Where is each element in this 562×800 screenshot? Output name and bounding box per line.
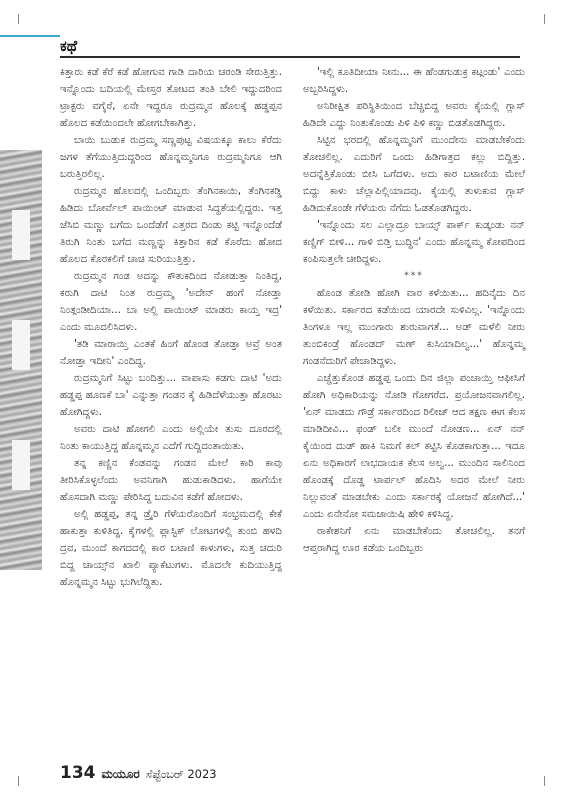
paragraph: ಬಾಯಿ ಬುಡುಕ ರುದ್ರಮ್ಮ ಸಣ್ಣಪುಟ್ಟ ವಿಷಯಕ್ಕೂ ಕಾಲು ಕೆರೆದು ಜಗಳ ತೆಗೆಯುತ್ತಿದುದ್ದರಿಂದ ಹೊನ್ನಮ್ಮನಿಗೂ ರುದ್ರಮ್ಮನಿಗೂ ಆಗಿ ಬರುತ್ತಿರಲಿಲ್ಲ. — [60, 135, 282, 180]
paragraph: ರುದ್ರಮ್ಮನಿಗೆ ಸಿಟ್ಟು ಬಂದಿತ್ತು... ವಾಪಾಸು ಕಡಗು ದಾಟಿ 'ಅದು ಹಡ್ಡಪ್ಪ ಹೂಣಕೆ ಬಾ' ಎನ್ನುತ್ತಾ ಗಂಡನ ಕೈ ಹಿಡಿದೆಳೆಯುತ್ತಾ ಹೊರಟು ಹೋಗಿದ್ದಳು. — [60, 373, 282, 418]
paragraph: ರಾಕೇಶನಿಗೆ ಏನು ಮಾಡಬೇಕೆಂದು ತೋಚಲಿಲ್ಲ. ತನಗೆ ಆಪ್ತರಾಗಿದ್ದ ಊರ ಕಡೆಯ ಒಂದಿಬ್ಬರು — [303, 526, 525, 554]
crop-mark-bottom-right — [544, 776, 545, 786]
road-marking — [12, 210, 30, 260]
road-marking — [12, 440, 30, 490]
paragraph: ಕಿತ್ತಾರು ಕಡೆ ಕೆರೆ ಕಡೆ ಹೋಗುವ ಗಾಡಿ ದಾರಿಯ ಚರಂಡಿ ಸೇರುತ್ತಿತ್ತು. ಇನ್ನೊಂದು ಬದಿಯಲ್ಲಿ ಮೇಸ್ತರ ತೋಟದ ತಂತಿ ಬೇಲಿ ಇದ್ದುದರಿಂದ ಟ್ರಾಕ್ಟರು ವಗೈರೆ, ಏನೇ ಇದ್ದರೂ ರುದ್ರಮ್ಮನ ಹೊಲಕ್ಕೆ ಹಡ್ಡಪ್ಪನ ಹೊಲದ ಕಡೆಯಿಂದಲೇ ಹೋಗಬೇಕಾಗಿತ್ತು. — [60, 67, 282, 129]
section-title: ಕಥೆ — [60, 37, 78, 55]
header-rule — [60, 56, 520, 58]
road-marking — [12, 320, 30, 370]
paragraph: ರುದ್ರಮ್ಮನ ಹೊಲದಲ್ಲಿ ಒಂದಿಬ್ಬರು ತೆಂಗಿನಕಾಯಿ, ತೆಂಗಿನಕಡ್ಡಿ ಹಿಡಿದು ಬೋರ್ವೆಲ್ ಪಾಯಿಂಟ್ ಮಾಡುವ ಸಿದ್ಧತೆಯಲ್ಲಿದ್ದರು. ಇತ್ತ ಜೆಸಿಬಿ ಮಣ್ಣು ಬಗೆದು ಒಂದೆಡೆಗೆ ಎತ್ತರದ ದಿಂಡು ಕಟ್ಟಿ ಇನ್ನೊಂದೆಡೆ ತಿರುಗಿ ನಿಂತು ಬಗೆದ ಮಣ್ಣನ್ನು ಕಿತ್ತಾರಿನ ಕಡೆ ಕೊರೆದು ಹೋದ ಹೊಲದ ಕೊರಕಲಿಗೆ ಚಾಚಿ ಸುರಿಯುತ್ತಿತ್ತು. — [60, 186, 282, 265]
paragraph: 'ತಡಿ ಮಾರಾಯ್ತಿ ಎಂತಕೆ ಹಿಂಗೆ ಹೊಂಡ ತೋಡ್ತಾ ಅವ್ರೆ ಅಂತ ನೋಡ್ತಾ ಇದೀನಿ' ಎಂದಿದ್ದ. — [60, 339, 282, 367]
paragraph: ಹೊಂಡ ತೋಡಿ ಹೋಗಿ ವಾರ ಕಳೆಯಿತು... ಹದಿನೈದು ದಿನ ಕಳೆಯಿತು. ಸರ್ಕಾರದ ಕಡೆಯಿಂದ ಯಾರದೇ ಸುಳಿವಿಲ್ಲ. 'ಇನ್ನೊಂದು ತಿಂಗಳೂ ಇಲ್ಲ ಮುಂಗಾರು ಶುರುವಾಗತೆ... ಅಡ್ ಮಳೆಲಿ ನೀರು ತುಂಬಿಕಂಡ್ರೆ ಹೊಂಡದ್ ಮಣ್ ಕುಸಿಯಾದಿಲ್ವ...' ಹೊನ್ನಮ್ಮ ಗಂಡನೆದುರಿಗೆ ಪೇಚಾಡಿದ್ದಳು. — [303, 288, 525, 367]
side-photo-strip — [0, 150, 42, 570]
crop-mark-top-right — [544, 14, 545, 24]
crop-mark-top-left — [18, 14, 19, 24]
paragraph: ಅಲ್ಲಿ ಹಡ್ಡಪ್ಪ, ತನ್ನ ಡ್ರೈರಿ ಗೆಳೆಯರೊಂದಿಗೆ ಸಂಭ್ರಮದಲ್ಲಿ ಕೇಕೆ ಹಾಕುತ್ತಾ ಕುಳಿತಿದ್ದ. ಕೈಗಳಲ್ಲಿ ಪ್ಲಾಸ್ಟಿಕ್ ಲೋಟಗಳಲ್ಲಿ ತುಂಬಿ ಹಳದಿ ದ್ರವ, ಮುಂದೆ ಕಾಗದದಲ್ಲಿ ಕಾರ ಬಟಾಣಿ ಕಾಳುಗಳು, ಸುತ್ತ ಚದುರಿ ಬಿದ್ದ ಚಾಯ್ಸ್‌ನ ಖಾಲಿ ಪ್ಯಾಕೆಟುಗಳು. ಮೊದಲೇ ಕುದಿಯುತ್ತಿದ್ದ ಹೊನ್ನಮ್ಮನ ಸಿಟ್ಟು ಭುಗಿಲೆದ್ದಿತು. — [60, 509, 282, 588]
issue-date: ಸೆಪ್ಟೆಂಬರ್ 2023 — [145, 767, 217, 781]
magazine-logo: ಮಯೂರ — [101, 767, 140, 781]
page-number: 134 — [60, 763, 96, 783]
crop-mark-bottom-left — [18, 776, 19, 786]
paragraph: ಎಚ್ಚೆತ್ತುಕೊಂಡ ಹಡ್ಡಪ್ಪ ಒಂದು ದಿನ ಜಿಲ್ಲಾ ಪಂಚಾಯ್ತಿ ಆಫೀಸಿಗೆ ಹೋಗಿ ಅಧಿಕಾರಿಯನ್ನು ನೋಡಿ ಗೋಗರೆದ. ಪ್ರಯೋಜನವಾಗಲಿಲ್ಲ. 'ಏನ್ ಮಾಡದು ಗೌಡ್ರೆ ಸರ್ಕಾರದಿಂದ ರಿಲೀಜ್ ಆದ ತಕ್ಷಣ ಈಗ ಕೆಲಸ ಮಾಡಿದೀವಿ... ಫಂಡ್ ಬಲೀ ಮುಂದೆ ನೋಡಣ... ಏನ್ ನನ್ ಕೈಯಿಂದ ದುಡ್ ಹಾಕಿ ನಿಮಗೆ ಕಲ್ ಕಟ್ಟಿಸಿ ಕೊಡಕಾಗುತ್ತಾ... ಇದೂ ಏನು ಅಧಿಕಾರಗೆ ಲಾಭದಾಯಕ ಕೆಲಸ ಅಲ್ವ... ಮುಂದಿನ ಸಾಲಿನಿಂದ ಹೊಂಡಕ್ಕೆ ದೊಡ್ಡ ಟಾರ್ಪಲ್ ಹೊದಿಸಿ ಅದರ ಮೇಲೆ ನೀರು ನಿಲ್ಲುವಂತೆ ಮಾಡಬೇಕು ಎಂದು ಸರ್ಕಾರಕ್ಕೆ ಯೋಜನೆ ಹೋಗಿದೆ...' ಎಂದು ಏನೇನೋ ಸಮಜಾಯಿಷಿ ಹೇಳಿ ಕಳಿಸಿದ್ದ. — [303, 373, 525, 520]
paragraph: ರುದ್ರಮ್ಮನ ಗಂಡ ಅದನ್ನು ಕೌತುಕದಿಂದ ನೋಡುತ್ತಾ ನಿಂತಿದ್ದ, ಕರುಗಿ ದಾಟಿ ನಿಂತ ರುದ್ರಮ್ಮ 'ಅದೇನ್ ಹಂಗೆ ನೋಡ್ತಾ ನಿಂತ್ಗಂಡೀದಿಯಾ... ಬಾ ಅಲ್ಲಿ ಪಾಯಿಂಟ್ ಮಾಡರು ಕಾಯ್ತ ಇದ್ರ' ಎಂದು ಮೂದಲಿಸಿದಳು. — [60, 271, 282, 333]
story-column-right — [303, 64, 525, 557]
paragraph: ಅನಿರೀಕ್ಷಿತ ಪರಿಸ್ಥಿತಿಯಿಂದ ಬೆಚ್ಚಿಬಿದ್ದ ಅವರು ಕೈಯಲ್ಲಿ ಗ್ಲಾಸ್ ಹಿಡಿದೇ ಎದ್ದು ನಿಂತುಕೊಂಡು ಪಿಳಿ ಪಿಳಿ ಕಣ್ಣು ಬಿಡತೊಡಗಿದ್ದರು. — [303, 101, 525, 129]
story-column-left — [60, 64, 282, 591]
paragraph: ಅವರು ದಾಟಿ ಹೋಗಲಿ ಎಂದು ಅಲ್ಲಿಯೇ ತುಸು ದೂರದಲ್ಲಿ ನಿಂತು ಕಾಯುತ್ತಿದ್ದ ಹೊನ್ನಮ್ಮನ ಎದೆಗೆ ಗುದ್ದಿದಂತಾಯಿತು. — [60, 424, 282, 452]
paragraph: 'ಇಲ್ಲಿ ಕೂತಿದೀಯಾ ನೀನು... ಈ ಹೆಂಡಗುಡುಕ್ರ ಕಟ್ಗಂಡು' ಎಂದು ಅಬ್ಬರಿಸಿದ್ದಳು. — [303, 67, 525, 95]
page-footer — [60, 763, 217, 783]
paragraph: 'ಇನ್ನೊಂದು ಸಲ ಎಲ್ಲಾದ್ರೂ ಬಾಯ್ಸ್ ಪಾರ್ಕ್ ಕುಡ್ಕಂಡು ನನ್ ಕಣ್ಣಿಗ್ ಬೀಳಿ... ಗಾಳಿ ಬಿಡ್ತಿ ಬುದ್ಧಿನ' ಎಂದು ಹೊನ್ನಮ್ಮ ಕೋಪದಿಂದ ಕಂಪಿಸುತ್ತಲೇ ಚೀರಿದ್ದಳು. — [303, 220, 525, 265]
section-break: *** — [404, 271, 424, 281]
paragraph: ಸಿಟ್ಟಿನ ಭರದಲ್ಲಿ ಹೊನ್ನಮ್ಮನಿಗೆ ಮುಂದೇನು ಮಾಡಬೇಕೆಂದು ತೋಚಲಿಲ್ಲ. ಎದುರಿಗೆ ಒಂದು ಹಿಡಿಗಾತ್ರದ ಕಲ್ಲು ಬಿದ್ದಿತ್ತು. ಅದನ್ನೆತ್ತಿಕೊಂಡು ಬೀಸಿ ಒಗೆದಳು. ಅದು ಕಾರ ಬಟಾಣಿಯ ಮೇಲೆ ಬಿದ್ದು ಕಾಳು ಚೆಲ್ಲಾಪಿಲ್ಲಿಯಾದವು. ಕೈಯಲ್ಲಿ ತುಳುಕುವ ಗ್ಲಾಸ್ ಹಿಡಿದುಕೊಂಡೇ ಗೆಳೆಯರು ನೆಗೆದು ಓಡತೊಡಗಿದ್ದರು. — [303, 135, 525, 214]
header-accent-bar — [0, 35, 60, 37]
paragraph: ತನ್ನ ಕಣ್ಣಿನ ಕೆಂಡವನ್ನು ಗಂಡನ ಮೇಲೆ ಕಾರಿ ಕಾವು ತೀರಿಸಿಕೊಳ್ಳಲೆಂದು ಅವನಿಗಾಗಿ ಹುಡುಕಾಡಿದಳು. ಹಾಗೆಯೇ ಹೊಸದಾಗಿ ಮಣ್ಣು ಪೇರಿಸಿದ್ದ ಬದುವಿನ ಕಡೆಗೆ ಹೋದಳು. — [60, 458, 282, 503]
